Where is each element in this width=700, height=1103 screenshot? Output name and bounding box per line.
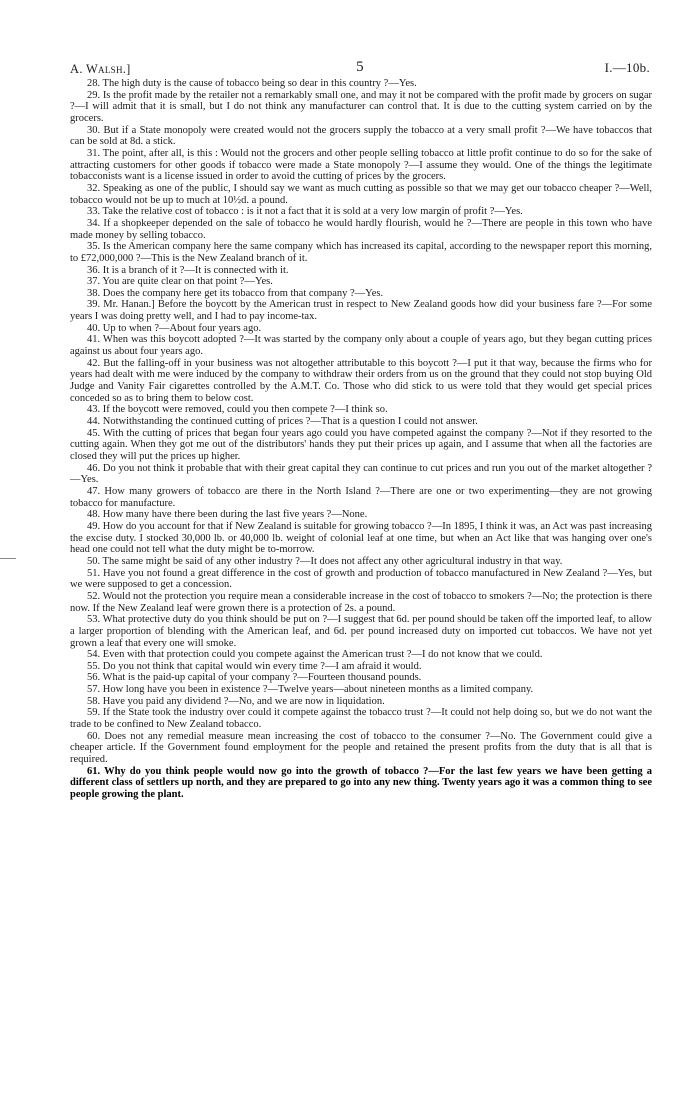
question-answer: 31. The point, after all, is this : Would not the grocers and other people selling tobacco at little profit continue to do so for the sake of attracting customers for other goods if tobacco were made a State monopoly ?—I assume they would. One of the things the legitimate tobacconists want is a license issued in order to avoid the cutting of prices by the grocers. xyxy=(70,147,652,183)
document-reference: I.—10b. xyxy=(604,60,650,75)
question-answer: 39. Mr. Hanan.] Before the boycott by the American trust in respect to New Zealand goods how did your business fare ?—For some years I was doing pretty well, and I had to pay income-tax. xyxy=(70,299,652,323)
question-answer: 28. The high duty is the cause of tobacco being so dear in this country ?—Yes. xyxy=(87,78,417,89)
question-answer: 41. When was this boycott adopted ?—It was started by the company only about a couple of years ago, but they began cutting prices against us about four years ago. xyxy=(70,334,652,358)
witness-name: A. Walsh.] xyxy=(70,62,131,76)
question-answer: 46. Do you not think it probable that with their great capital they can continue to cut prices and run you out of the market altogether ?—Yes. xyxy=(70,462,652,486)
question-answer: 60. Does not any remedial measure mean increasing the cost of tobacco to the consumer ?—No. The Government could give a cheaper article. If the Government found employment for the people and retained the present profits from the duty that is all that is required. xyxy=(70,730,652,766)
question-answer: 29. Is the profit made by the retailer not a remarkably small one, and may it not be compared with the profit made by grocers on sugar ?—I will admit that it is small, but I do not think any manufacturer can control that. It is due to the cutting system carried on by the grocers. xyxy=(70,89,652,124)
page-number: 5 xyxy=(356,59,364,75)
question-answer: 53. What protective duty do you think should be put on ?—I suggest that 6d. per pound should be taken off the imported leaf, to allow a larger proportion of blending with the American leaf, and 6d. per pound increased duty on imported cut tobaccos. We have not yet grown a leaf that every one will smoke. xyxy=(70,614,652,649)
question-answer: 45. With the cutting of prices that began four years ago could you have competed against the company ?—Not if they resorted to the cutting again. When they got me out of the distributors' hands they put their prices up again, and I assume that when all the factories are closed they will put the prices up higher. xyxy=(70,427,652,462)
question-answer: 43. If the boycott were removed, could you then compete ?—I think so. xyxy=(87,404,388,416)
question-answer: 56. What is the paid-up capital of your company ?—Fourteen thousand pounds. xyxy=(87,672,422,684)
question-answer: 51. Have you not found a great difference in the cost of growth and production of tobacco manufactured in New Zealand ?—Yes, but we were supposed to get a concession. xyxy=(70,567,652,591)
question-answer: 54. Even with that protection could you compete against the American trust ?—I do not know that we could. xyxy=(87,649,543,661)
question-answer: 55. Do you not think that capital would win every time ?—I am afraid it would. xyxy=(87,660,422,672)
question-answer: 58. Have you paid any dividend ?—No, and we are now in liquidation. xyxy=(87,695,385,707)
question-answer: 44. Notwithstanding the continued cutting of prices ?—That is a question I could not answer. xyxy=(87,416,478,428)
testimony-body xyxy=(70,78,652,801)
margin-mark xyxy=(0,558,16,559)
question-answer: 36. It is a branch of it ?—It is connected with it. xyxy=(87,264,289,276)
question-answer: 32. Speaking as one of the public, I should say we want as much cutting as possible so that we may get our tobacco cheaper ?—Well, tobacco would not be up to much at 10½d. a pound. xyxy=(70,182,652,206)
question-answer: 42. But the falling-off in your business was not altogether attributable to this boycott ?—I put it that way, because the firms who for years had dealt with me were induced by the company to withdraw their orders from us on the ground that they could not stop buying Old Judge and Vanity Fair cigarettes controlled by the A.M.T. Co. Those who did stick to us were told that they would get special prices conceded so as to bring them to below cost. xyxy=(70,357,652,404)
question-answer: 37. You are quite clear on that point ?—Yes. xyxy=(87,276,273,288)
question-answer: 35. Is the American company here the same company which has increased its capital, according to the newspaper report this morning, to £72,000,000 ?—This is the New Zealand branch of it. xyxy=(70,241,652,264)
question-answer: 40. Up to when ?—About four years ago. xyxy=(87,322,262,334)
question-answer: 50. The same might be said of any other industry ?—It does not affect any other agricultural industry in that way. xyxy=(87,555,563,567)
question-answer: 33. Take the relative cost of tobacco : is it not a fact that it is sold at a very low margin of profit ?—Yes. xyxy=(87,206,523,218)
question-answer: 52. Would not the protection you require mean a considerable increase in the cost of tobacco to smokers ?—No; the protection is there now. If the New Zealand leaf were grown there is a protection of 2s. a pound. xyxy=(70,590,652,614)
question-answer: 48. How many have there been during the last five years ?—None. xyxy=(87,509,368,521)
page-header xyxy=(70,60,650,80)
question-answer: 30. But if a State monopoly were created would not the grocers supply the tobacco at a very small profit ?—We have tobaccos that can be sold at 8d. a stick. xyxy=(70,124,652,148)
question-answer: 49. How do you account for that if New Zealand is suitable for growing tobacco ?—In 1895, I think it was, an Act was past increasing the excise duty. I stocked 30,000 lb. or 40,000 lb. weight of colonial leaf at one time, but when an Act like that was hanging over one's head one could not tell what the duty might be to-morrow. xyxy=(70,520,652,556)
question-answer: 47. How many growers of tobacco are there in the North Island ?—There are one or two experimenting—they are not growing tobacco for manufacture. xyxy=(70,485,652,509)
question-answer: 61. Why do you think people would now go into the growth of tobacco ?—For the last few years we have been getting a different class of settlers up north, and they are prepared to go into any new thing. Twenty years ago it was a common thing to see people growing the plant. xyxy=(70,765,652,801)
question-answer: 34. If a shopkeeper depended on the sale of tobacco he would hardly flourish, would he ?—There are people in this town who have made money by selling tobacco. xyxy=(70,217,652,241)
question-answer: 59. If the State took the industry over could it compete against the tobacco trust ?—It could not help doing so, but we do not want the trade to be confined to New Zealand tobacco. xyxy=(70,707,652,731)
question-answer: 38. Does the company here get its tobacco from that company ?—Yes. xyxy=(87,287,384,299)
question-answer: 57. How long have you been in existence ?—Twelve years—about nineteen months as a limited company. xyxy=(87,684,534,696)
